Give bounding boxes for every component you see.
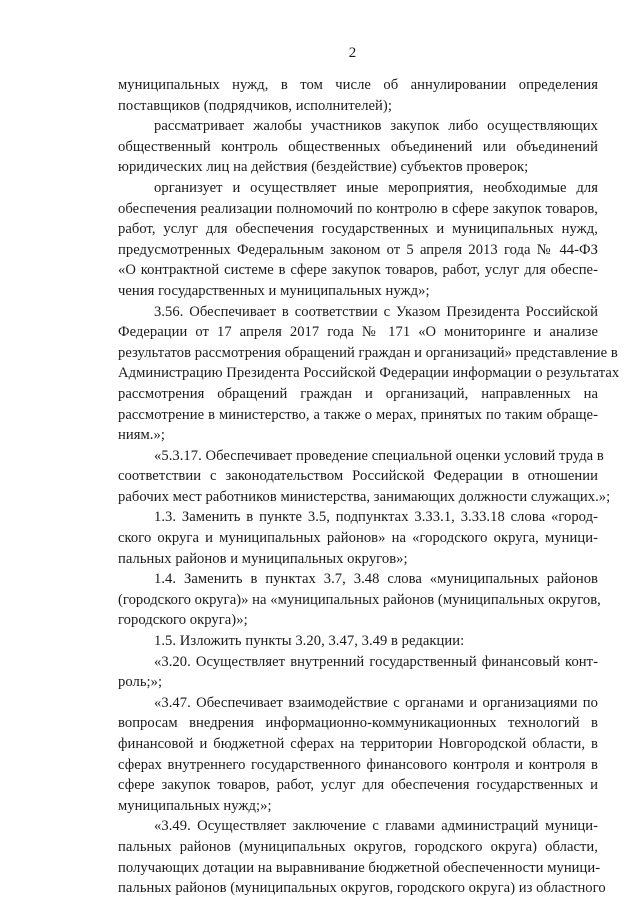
text-line: рассмотрение в министерство, а также о мерах, принятых по таким обраще- [118, 406, 598, 423]
text-line: сфере закупок товаров, работ, услуг для обеспечения государственных и [118, 777, 598, 794]
text-line: общественный контроль общественных объединений или объединений [118, 138, 598, 155]
text-line: 1.4. Заменить в пунктах 3.7, 3.48 слова «муниципальных районов [154, 571, 598, 588]
text-line: муниципальных нужд;»; [118, 797, 272, 814]
text-line: предусмотренных Федеральным законом от 5 апреля 2013 года № 44-ФЗ [118, 241, 598, 258]
text-line: Федерации от 17 апреля 2017 года № 171 «О мониторинге и анализе [118, 324, 598, 341]
text-line: обеспечения реализации полномочий по контролю в сфере закупок товаров, [118, 200, 598, 217]
text-line: 1.5. Изложить пункты 3.20, 3.47, 3.49 в редакции: [154, 633, 465, 650]
text-line: рассмотрения обращений граждан и организаций, направленных на [118, 385, 598, 402]
text-line: «3.20. Осуществляет внутренний государственный финансовый конт- [154, 653, 598, 670]
text-line: сферах внутреннего государственного финансового контроля и контроля в [118, 756, 598, 773]
text-line: чения государственных и муниципальных нужд»; [118, 282, 430, 299]
text-line: 1.3. Заменить в пункте 3.5, подпунктах 3.33.1, 3.33.18 слова «город- [154, 509, 598, 526]
text-line: пальных районов (муниципальных округов, городского округа) из областного [118, 880, 606, 897]
text-line: соответствии с законодательством Российской Федерации в отношении [118, 468, 598, 485]
text-line: «О контрактной системе в сфере закупок товаров, работ, услуг для обеспе- [118, 262, 598, 279]
text-line: «5.3.17. Обеспечивает проведение специальной оценки условий труда в [154, 447, 604, 464]
page-number: 2 [348, 45, 357, 61]
text-line: муниципальных нужд, в том числе об аннулировании определения [118, 77, 598, 93]
text-line: рабочих мест работников министерства, занимающих должности служащих.»; [118, 488, 611, 505]
text-line: Администрацию Президента Российской Федерации информации о результатах [118, 365, 620, 382]
text-line: роль;»; [118, 674, 163, 691]
text-line: финансовой и бюджетной сферах на территории Новгородской области, в [118, 736, 598, 752]
document-body [118, 75, 620, 899]
text-line: работ, услуг для обеспечения государственных и муниципальных нужд, [118, 221, 598, 238]
text-line: ского округа и муниципальных районов» на «городского округа, муници- [118, 530, 598, 547]
text-line: «3.49. Осуществляет заключение с главами администраций муници- [154, 818, 598, 835]
text-line: «3.47. Обеспечивает взаимодействие с органами и организациями по [154, 694, 598, 711]
text-line: (городского округа)» на «муниципальных районов (муниципальных округов, [118, 591, 601, 608]
text-line: пальных районов (муниципальных округов, городского округа) области, [118, 838, 598, 855]
text-line: ниям.»; [118, 427, 165, 444]
text-line: рассматривает жалобы участников закупок либо осуществляющих [154, 118, 598, 135]
text-line: вопросам внедрения информационно-коммуникационных технологий в [118, 715, 598, 732]
text-line: городского округа)»; [118, 612, 248, 629]
text-line: результатов рассмотрения обращений граждан и организаций» представление в [118, 344, 618, 361]
text-line: получающих дотации на выравнивание бюджетной обеспеченности муници- [118, 859, 601, 876]
text-line: 3.56. Обеспечивает в соответствии с Указом Президента Российской [154, 303, 598, 320]
text-line: организует и осуществляет иные мероприятия, необходимые для [154, 179, 598, 196]
text-line: юридических лиц на действия (бездействие) субъектов проверок; [118, 159, 529, 176]
text-line: пальных районов и муниципальных округов»; [118, 550, 408, 567]
text-line: поставщиков (подрядчиков, исполнителей); [118, 97, 392, 114]
